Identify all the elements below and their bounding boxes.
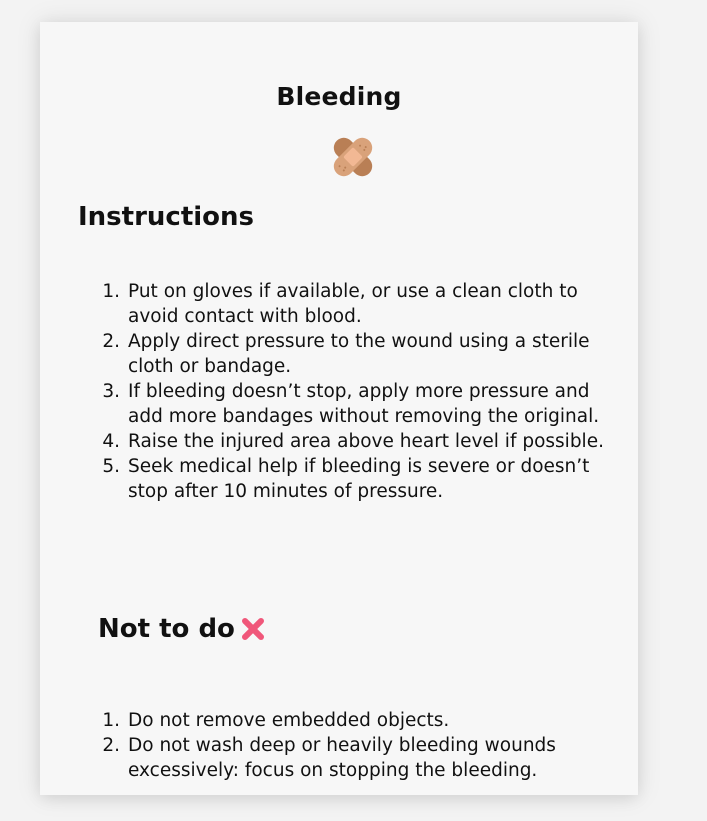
list-item: 2. Do not wash deep or heavily bleeding wounds excessively: focus on stopping the bleeding. <box>102 735 556 781</box>
not-to-do-list <box>100 708 610 783</box>
list-item-text: Do not remove embedded objects. <box>128 710 450 731</box>
list-item: 2. Apply direct pressure to the wound using a sterile cloth or bandage. <box>102 331 590 377</box>
list-item: 4. Raise the injured area above heart level if possible. <box>102 431 604 452</box>
not-to-do-heading <box>98 614 267 644</box>
list-item-text: Put on gloves if available, or use a clean cloth to avoid contact with blood. <box>128 281 578 327</box>
instructions-heading: Instructions <box>78 202 255 232</box>
page-title: Bleeding <box>276 82 402 111</box>
list-item: 3. If bleeding doesn’t stop, apply more pressure and add more bandages without removing the original. <box>102 381 600 427</box>
guide-card <box>40 22 638 795</box>
list-item-text: Apply direct pressure to the wound using a sterile cloth or bandage. <box>128 331 590 377</box>
cross-mark-icon <box>239 615 267 643</box>
adhesive-bandage-icon <box>326 130 380 184</box>
instructions-list <box>100 279 610 504</box>
list-item: 1. Do not remove embedded objects. <box>102 710 450 731</box>
not-to-do-heading-text: Not to do <box>98 614 235 644</box>
list-item: 1. Put on gloves if available, or use a clean cloth to avoid contact with blood. <box>102 281 578 327</box>
list-item-text: Seek medical help if bleeding is severe or doesn’t stop after 10 minutes of pressure. <box>128 456 590 502</box>
list-item-text: If bleeding doesn’t stop, apply more pressure and add more bandages without removing the original. <box>128 381 600 427</box>
list-item-text: Do not wash deep or heavily bleeding wounds excessively: focus on stopping the bleeding. <box>128 735 556 781</box>
list-item: 5. Seek medical help if bleeding is severe or doesn’t stop after 10 minutes of pressure. <box>102 456 590 502</box>
list-item-text: Raise the injured area above heart level if possible. <box>128 431 604 452</box>
